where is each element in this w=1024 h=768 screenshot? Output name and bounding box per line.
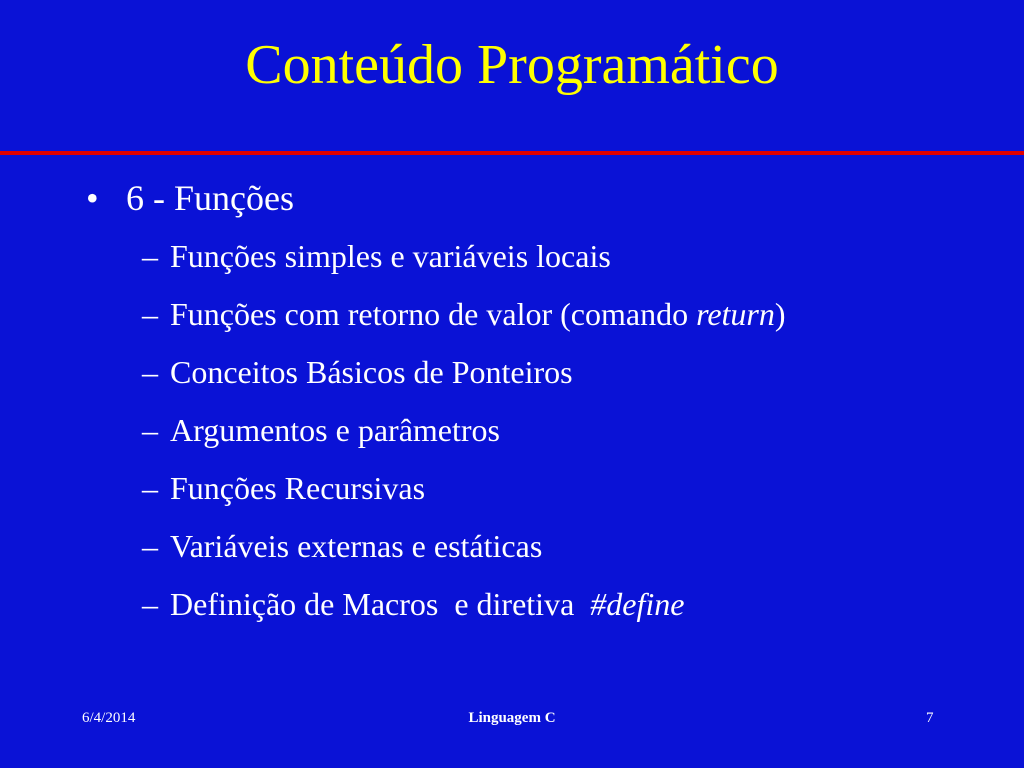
sub-item — [142, 352, 786, 392]
dash-icon: – — [142, 412, 158, 448]
sub-item-list — [142, 236, 786, 642]
sub-item — [142, 468, 786, 508]
main-bullet — [86, 176, 294, 220]
sub-item-text: Definição de Macros e diretiva — [170, 586, 591, 622]
sub-item-text: Funções simples e variáveis locais — [170, 238, 611, 274]
footer-date: 6/4/2014 — [82, 710, 136, 726]
bullet-icon: • — [86, 178, 99, 218]
sub-item — [142, 584, 786, 624]
dash-icon: – — [142, 296, 158, 332]
sub-item — [142, 236, 786, 276]
slide-title: Conteúdo Programático — [245, 34, 779, 96]
footer-title: Linguagem C — [468, 710, 556, 726]
main-bullet-text: 6 - Funções — [126, 178, 294, 218]
sub-item — [142, 526, 786, 566]
sub-item-text: Variáveis externas e estáticas — [170, 528, 543, 564]
sub-item-text: Conceitos Básicos de Ponteiros — [170, 354, 573, 390]
sub-item-text: Argumentos e parâmetros — [170, 412, 500, 448]
dash-icon: – — [142, 354, 158, 390]
sub-item-suffix: ) — [774, 296, 786, 332]
sub-item-italic-keyword: #define — [590, 586, 685, 622]
sub-item-text: Funções Recursivas — [170, 470, 426, 506]
dash-icon: – — [142, 586, 158, 622]
sub-item — [142, 410, 786, 450]
dash-icon: – — [142, 238, 158, 274]
sub-item-text: Funções com retorno de valor (comando — [170, 296, 697, 332]
footer-page-number: 7 — [926, 710, 934, 726]
dash-icon: – — [142, 470, 158, 506]
title-divider — [0, 151, 1024, 155]
sub-item-italic-keyword: return — [696, 296, 775, 332]
dash-icon: – — [142, 528, 158, 564]
sub-item — [142, 294, 786, 334]
